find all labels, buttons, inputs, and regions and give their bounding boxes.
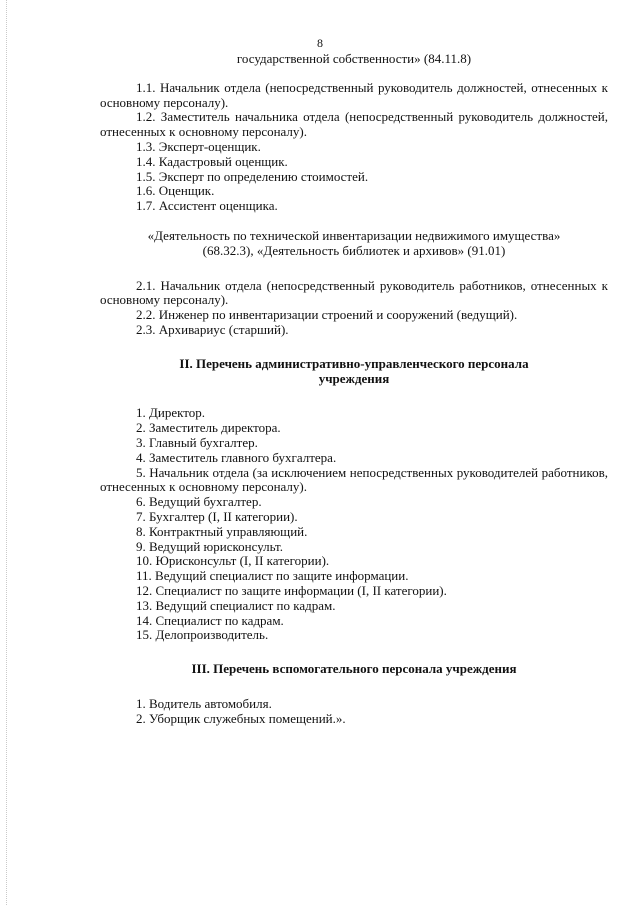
scan-edge-mark <box>6 0 7 905</box>
page-content <box>100 52 608 726</box>
list-item: 3. Главный бухгалтер. <box>136 434 258 450</box>
list-item: 1.1. Начальник отдела (непосредственный руководитель должностей, отнесенных к основному персоналу). <box>100 79 608 110</box>
list-item: 1. Водитель автомобиля. <box>136 695 272 711</box>
list-item: 9. Ведущий юрисконсульт. <box>136 538 284 554</box>
list-item: 2. Уборщик служебных помещений.». <box>136 710 346 726</box>
list-item: 2.3. Архивариус (старший). <box>136 321 289 337</box>
list-item: 1.6. Оценщик. <box>136 183 215 199</box>
group1-list <box>100 81 608 214</box>
list-item: 2.1. Начальник отдела (непосредственный руководитель работников, отнесенных к основному персоналу). <box>100 277 608 308</box>
section2-title-line2: учреждения <box>318 370 390 386</box>
list-item: 8. Контрактный управляющий. <box>136 523 308 539</box>
intro-line: государственной собственности» (84.11.8) <box>236 51 472 66</box>
list-item: 7. Бухгалтер (I, II категории). <box>136 508 298 524</box>
group2-heading-line2: (68.32.3), «Деятельность библиотек и архивов» (91.01) <box>202 242 506 258</box>
list-item: 5. Начальник отдела (за исключением непосредственных руководителей работников, отнесенных к основному персоналу). <box>100 464 608 495</box>
list-item: 1.4. Кадастровый оценщик. <box>136 153 288 169</box>
group2-list <box>100 279 608 338</box>
list-item: 14. Специалист по кадрам. <box>136 612 284 628</box>
section2-title-line1: II. Перечень административно-управленческого персонала <box>179 355 529 371</box>
list-item: 2. Заместитель директора. <box>136 420 281 436</box>
list-item: 15. Делопроизводитель. <box>136 627 269 643</box>
section3-title: III. Перечень вспомогательного персонала учреждения <box>191 661 517 677</box>
list-item: 10. Юрисконсульт (I, II категории). <box>136 553 330 569</box>
list-item: 1.3. Эксперт-оценщик. <box>136 138 261 154</box>
list-item: 11. Ведущий специалист по защите информации. <box>136 568 409 584</box>
section2-list <box>100 406 608 643</box>
list-item: 2.2. Инженер по инвентаризации строений и сооружений (ведущий). <box>136 307 518 323</box>
list-item: 4. Заместитель главного бухгалтера. <box>136 449 337 465</box>
list-item: 13. Ведущий специалист по кадрам. <box>136 597 336 613</box>
list-item: 1.5. Эксперт по определению стоимостей. <box>136 168 369 184</box>
list-item: 1.7. Ассистент оценщика. <box>136 198 278 214</box>
section3-title-block <box>100 662 608 677</box>
list-item: 1. Директор. <box>136 405 205 421</box>
list-item: 12. Специалист по защите информации (I, II категории). <box>136 582 447 598</box>
group2-heading-line1: «Деятельность по технической инвентаризации недвижимого имущества» <box>147 227 561 243</box>
section3-list <box>100 697 608 727</box>
page-number: 8 <box>317 36 323 50</box>
list-item: 1.2. Заместитель начальника отдела (непосредственный руководитель должностей, отнесенных к основному персоналу). <box>100 109 608 140</box>
list-item: 6. Ведущий бухгалтер. <box>136 494 262 510</box>
section2-title <box>100 357 608 387</box>
group2-heading <box>100 229 608 259</box>
